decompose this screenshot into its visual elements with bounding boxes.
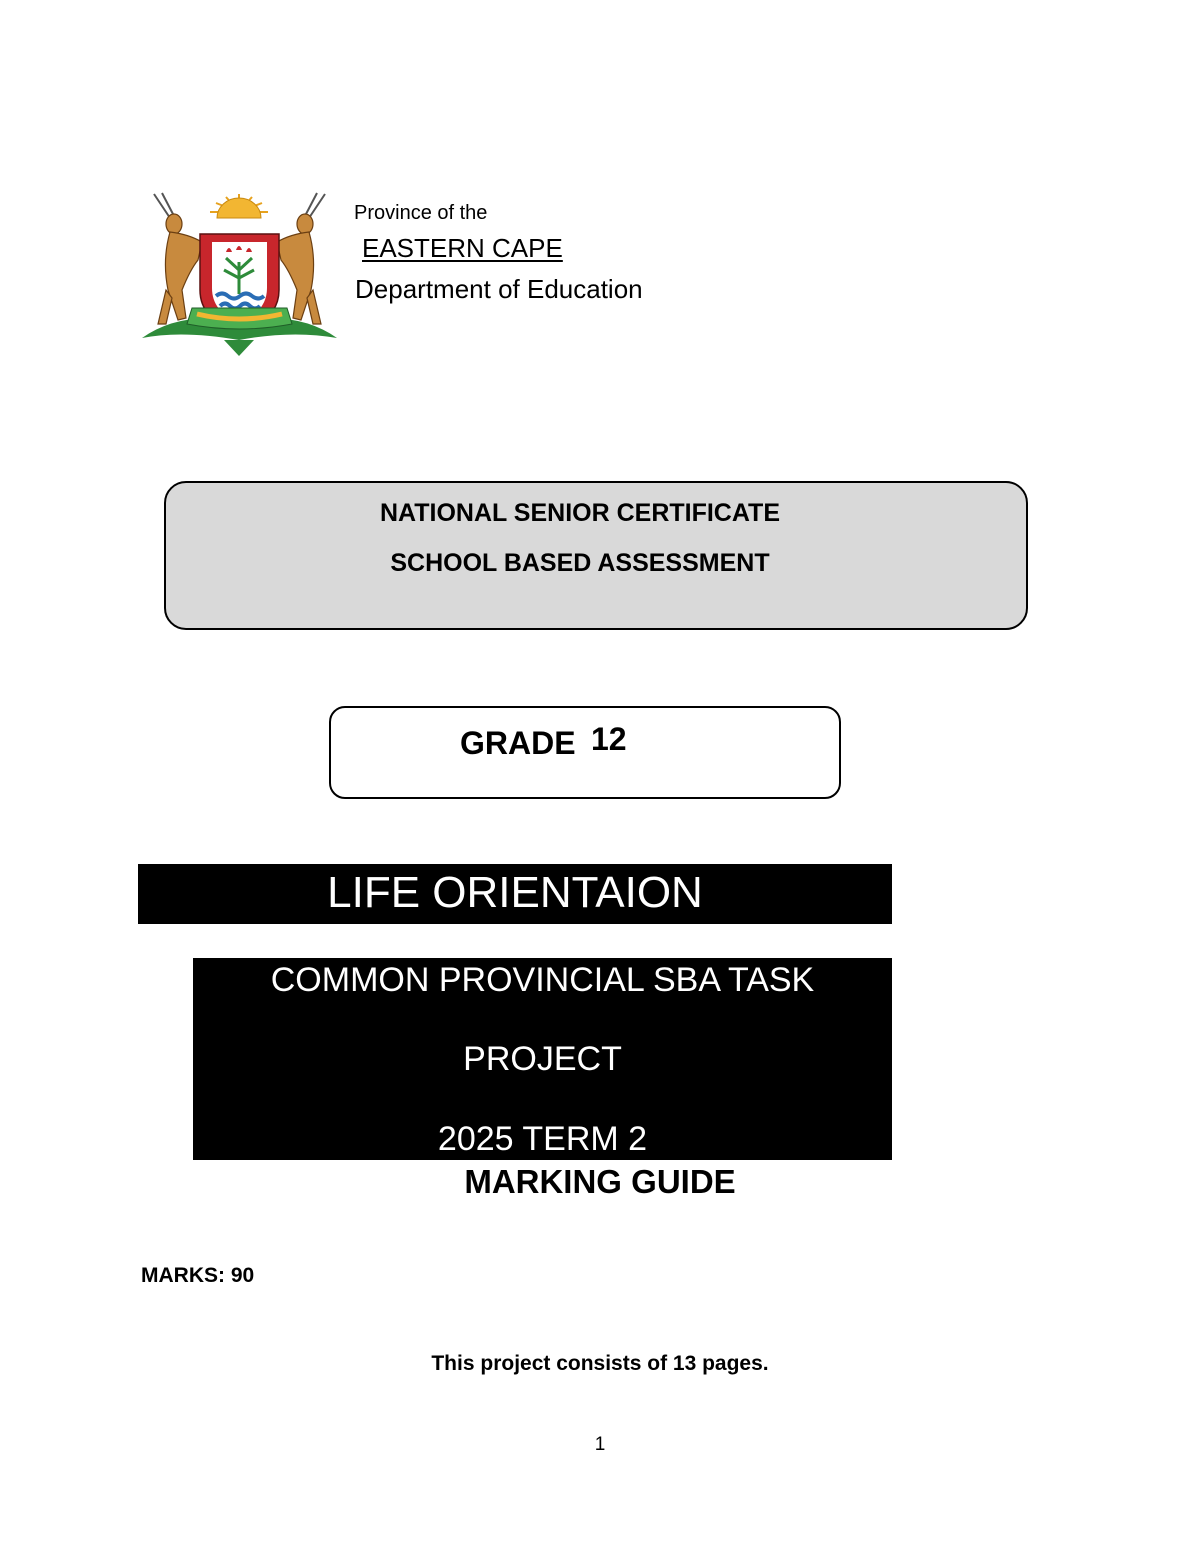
province-label: Province of the	[354, 202, 488, 224]
document-type-heading: MARKING GUIDE	[464, 1163, 736, 1200]
task-title: COMMON PROVINCIAL SBA TASK	[270, 961, 815, 999]
subject-title: LIFE ORIENTAION	[327, 868, 703, 917]
province-name: EASTERN CAPE	[362, 233, 563, 263]
task-type: PROJECT	[463, 1040, 622, 1078]
motto-ribbon	[142, 308, 337, 356]
grade-label: GRADE	[460, 725, 576, 761]
sun-icon	[210, 194, 268, 218]
total-marks: MARKS: 90	[141, 1264, 255, 1287]
certificate-title: NATIONAL SENIOR CERTIFICATE	[380, 499, 780, 527]
grade-number: 12	[591, 721, 627, 757]
coat-of-arms-emblem	[142, 190, 337, 360]
grade-box	[329, 706, 841, 799]
page-count-note: This project consists of 13 pages.	[431, 1352, 769, 1375]
page-number: 1	[594, 1434, 606, 1455]
antelope-left-icon	[154, 193, 202, 324]
assessment-title: SCHOOL BASED ASSESSMENT	[390, 549, 770, 577]
task-term: 2025 TERM 2	[437, 1120, 648, 1158]
antelope-right-icon	[277, 193, 325, 324]
department-name: Department of Education	[355, 274, 643, 304]
